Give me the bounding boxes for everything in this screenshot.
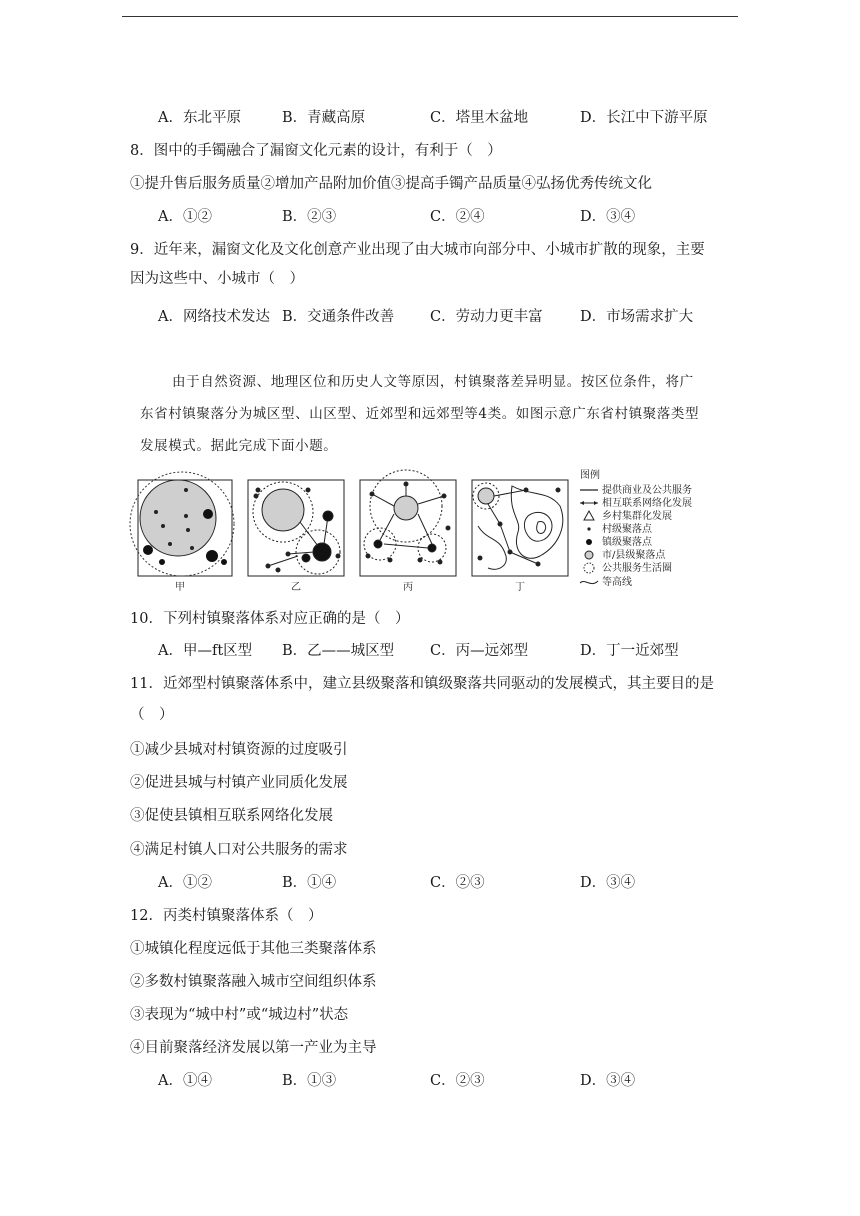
header-rule [122, 16, 738, 17]
q12-option-d[interactable]: D．③④ [580, 1073, 636, 1089]
intro-line3: 发展模式。据此完成下面小题。 [140, 438, 338, 454]
q12-statement-4: ④目前聚落经济发展以第一产业为主导 [130, 1040, 377, 1056]
q12-statement-2: ②多数村镇聚落融入城市空间组织体系 [130, 974, 377, 990]
q12-statement-1: ①城镇化程度远低于其他三类聚落体系 [130, 941, 377, 957]
q12-statement-3: ③表现为“城中村”或“城边村”状态 [130, 1007, 349, 1023]
panel-label-ding: 丁 [515, 582, 525, 593]
panel-ding [473, 483, 563, 569]
q10-option-d[interactable]: D．丁一近郊型 [580, 643, 679, 659]
q11-option-c[interactable]: C．②③ [430, 875, 485, 891]
legend-item-city: 市/县级聚落点 [602, 550, 666, 561]
q9-stem-line2: 因为这些中、小城市（ ） [130, 271, 304, 287]
q11-statement-1: ①减少县城对村镇资源的过度吸引 [130, 742, 348, 758]
panel-bing [364, 470, 450, 564]
q11-statement-2: ②促进县城与村镇产业同质化发展 [130, 775, 348, 791]
q11-option-a[interactable]: A．①② [158, 875, 212, 891]
q9-option-c[interactable]: C．劳动力更丰富 [430, 309, 543, 325]
q9-option-b[interactable]: B．交通条件改善 [282, 309, 395, 325]
q12-stem: 12．丙类村镇聚落体系（ ） [130, 908, 323, 924]
q11-option-b[interactable]: B．①④ [282, 875, 337, 891]
q10-option-c[interactable]: C．丙—远郊型 [430, 643, 529, 659]
q11-stem-line2: （ ） [130, 707, 174, 723]
q11-option-d[interactable]: D．③④ [580, 875, 636, 891]
legend-title: 图例 [580, 470, 600, 481]
q8-stem: 8．图中的手镯融合了漏窗文化元素的设计，有利于（ ） [130, 143, 502, 159]
legend-item-service: 提供商业及公共服务 [602, 485, 692, 496]
q8-option-c[interactable]: C．②④ [430, 209, 485, 225]
q10-option-b[interactable]: B．乙——城区型 [282, 643, 395, 659]
q11-stem-line1: 11．近郊型村镇聚落体系中，建立县级聚落和镇级聚落共同驱动的发展模式，其主要目的是 [130, 676, 714, 692]
q12-option-c[interactable]: C．②③ [430, 1073, 485, 1089]
q8-option-d[interactable]: D．③④ [580, 209, 636, 225]
q7-option-c[interactable]: C．塔里木盆地 [430, 110, 529, 126]
legend-item-network: 相互联系网络化发展 [602, 498, 692, 509]
q10-option-a[interactable]: A．甲—ft区型 [158, 643, 253, 659]
panel-label-yi: 乙 [291, 582, 301, 593]
figure-legend [580, 468, 692, 588]
q8-option-b[interactable]: B．②③ [282, 209, 337, 225]
panel-label-bing: 丙 [403, 582, 413, 593]
intro-line2: 东省村镇聚落分为城区型、山区型、近郊型和远郊型等4类。如图示意广东省村镇聚落类型 [140, 406, 700, 422]
intro-line1: 由于自然资源、地理区位和历史人文等原因，村镇聚落差异明显。按区位条件，将广 [172, 374, 694, 390]
panel-label-jia: 甲 [175, 582, 185, 593]
q7-option-d[interactable]: D．长江中下游平原 [580, 110, 708, 126]
q9-stem-line1: 9．近年来，漏窗文化及文化创意产业出现了由大城市向部分中、小城市扩散的现象，主要 [130, 242, 705, 258]
legend-item-town: 镇级聚落点 [602, 537, 652, 548]
q7-option-b[interactable]: B．青藏高原 [282, 110, 366, 126]
legend-item-cluster: 乡村集群化发展 [602, 511, 672, 522]
legend-item-contour: 等高线 [602, 577, 632, 588]
q9-option-d[interactable]: D．市场需求扩大 [580, 309, 694, 325]
panel-yi [253, 482, 340, 574]
q7-option-a[interactable]: A．东北平原 [158, 110, 241, 126]
panel-jia [130, 472, 234, 576]
q8-statements: ①提升售后服务质量②增加产品附加价值③提高手镯产品质量④弘扬优秀传统文化 [130, 176, 652, 192]
legend-item-village: 村级聚落点 [602, 524, 652, 535]
q11-statement-4: ④满足村镇人口对公共服务的需求 [130, 842, 348, 858]
q12-option-a[interactable]: A．①④ [158, 1073, 212, 1089]
q8-option-a[interactable]: A．①② [158, 209, 212, 225]
q9-option-a[interactable]: A．网络技术发达 [158, 309, 270, 325]
q10-stem: 10．下列村镇聚落体系对应正确的是（ ） [130, 611, 410, 627]
q11-statement-3: ③促使县镇相互联系网络化发展 [130, 808, 333, 824]
legend-item-service-circle: 公共服务生活圈 [602, 563, 672, 574]
q12-option-b[interactable]: B．①③ [282, 1073, 337, 1089]
settlement-pattern-figure [128, 466, 728, 596]
